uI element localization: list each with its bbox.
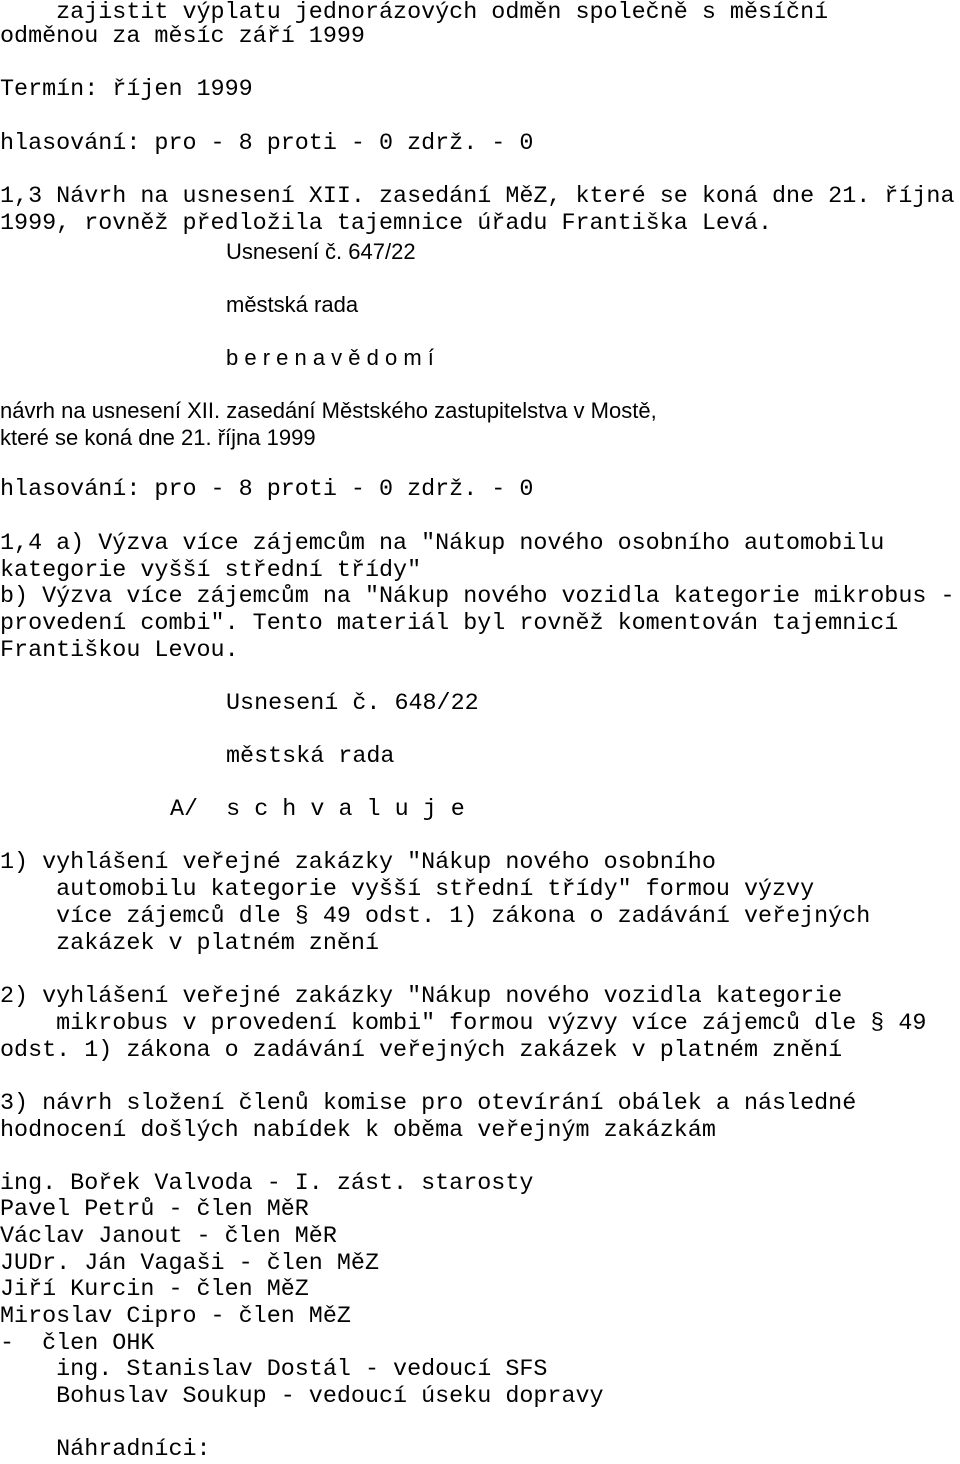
list-item: 1) vyhlášení veřejné zakázky "Nákup nového osobního xyxy=(0,850,716,876)
committee-member: Pavel Petrů - člen MěR xyxy=(0,1197,309,1223)
item-heading: 1,4 a) Výzva více zájemcům na "Nákup nového osobního automobilu xyxy=(0,531,885,557)
committee-member: ing. Stanislav Dostál - vedoucí SFS xyxy=(0,1357,548,1383)
text-line: návrh na usnesení XII. zasedání Městského zastupitelstva v Mostě, xyxy=(0,398,657,423)
text-line: provedení combi". Tento materiál byl rovněž komentován tajemnicí xyxy=(0,611,899,637)
resolution-verb: A/ s c h v a l u j e xyxy=(170,797,465,823)
resolution-body: městská rada xyxy=(226,744,395,770)
text-line: které se koná dne 21. října 1999 xyxy=(0,425,316,450)
item-heading: 1,3 Návrh na usnesení XII. zasedání MěZ, které se koná dne 21. října xyxy=(0,184,955,210)
committee-member: Václav Janout - člen MěR xyxy=(0,1224,337,1250)
text-line: zajistit výplatu jednorázových odměn společně s měsíční xyxy=(0,0,829,26)
text-line: 1999, rovněž předložila tajemnice úřadu Františka Levá. xyxy=(0,211,773,237)
text-line: Františkou Levou. xyxy=(0,638,239,664)
text-line: automobilu kategorie vyšší střední třídy" formou výzvy xyxy=(0,877,815,903)
text-segment: mikrobus v provedení kombi" formou výzvy více zájemců dle xyxy=(0,1011,871,1037)
resolution-body: městská rada xyxy=(226,292,359,317)
text-segment: 49 odst. 1) zákona o zadávání veřejných xyxy=(308,904,871,930)
list-item: 3) návrh složení členů komise pro otevírání obálek a následné xyxy=(0,1091,857,1117)
committee-member: Bohuslav Soukup - vedoucí úseku dopravy xyxy=(0,1384,604,1410)
section-sign: § xyxy=(294,904,309,930)
committee-member: - člen OHK xyxy=(0,1331,155,1357)
committee-member: Miroslav Cipro - člen MěZ xyxy=(0,1304,351,1330)
vote-line: hlasování: pro - 8 proti - 0 zdrž. - 0 xyxy=(0,477,534,503)
text-segment: více zájemců dle xyxy=(0,904,295,930)
committee-member: ing. Bořek Valvoda - I. zást. starosty xyxy=(0,1171,534,1197)
text-line: odměnou za měsíc září 1999 xyxy=(0,24,365,50)
resolution-verb: b e r e n a v ě d o m í xyxy=(226,345,434,370)
resolution-number: Usnesení č. 647/22 xyxy=(226,239,416,264)
text-line: odst. 1) zákona o zadávání veřejných zakázek v platném znění xyxy=(0,1038,843,1064)
text-line: zakázek v platném znění xyxy=(0,931,379,957)
text-line xyxy=(0,1011,926,1038)
vote-line: hlasování: pro - 8 proti - 0 zdrž. - 0 xyxy=(0,131,534,157)
committee-member: JUDr. Ján Vagaši - člen MěZ xyxy=(0,1251,379,1277)
list-item: 2) vyhlášení veřejné zakázky "Nákup nového vozidla kategorie xyxy=(0,984,843,1010)
section-sign: § xyxy=(870,1011,885,1037)
text-line: kategorie vyšší střední třídy" xyxy=(0,558,422,584)
text-line xyxy=(0,904,870,931)
text-line: hodnocení došlých nabídek k oběma veřejným zakázkám xyxy=(0,1118,716,1144)
substitutes-heading: Náhradníci: xyxy=(0,1437,211,1463)
text-segment: 49 xyxy=(884,1011,927,1037)
resolution-number: Usnesení č. 648/22 xyxy=(226,691,479,717)
text-line: Termín: říjen 1999 xyxy=(0,77,253,103)
text-line: b) Výzva více zájemcům na "Nákup nového vozidla kategorie mikrobus - xyxy=(0,584,955,610)
committee-member: Jiří Kurcin - člen MěZ xyxy=(0,1277,309,1303)
